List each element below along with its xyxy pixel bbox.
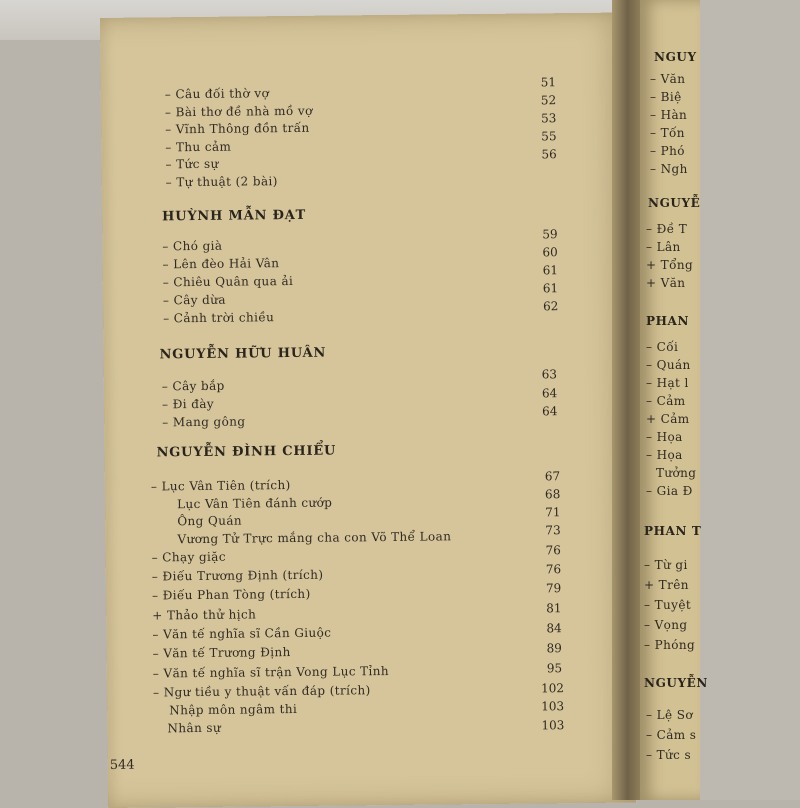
toc-entry: – Ngư tiều y thuật vấn đáp (trích): [152, 683, 371, 700]
toc-page: 68: [544, 487, 561, 502]
toc-page: 67: [544, 469, 561, 484]
toc-entry: – Thu cảm: [165, 139, 232, 155]
toc-entry: – Điếu Phan Tòng (trích): [151, 586, 311, 603]
right-page-fragment: – Tốn: [650, 126, 685, 140]
toc-page: 61: [542, 263, 559, 278]
right-page-fragment: Tưởng: [656, 466, 697, 480]
right-page-fragment: + Văn: [646, 276, 686, 290]
right-page-fragment: + Cảm: [646, 412, 690, 426]
right-page-fragment: – Từ gi: [644, 558, 688, 572]
toc-page: 61: [542, 281, 559, 296]
toc-entry: – Lục Vân Tiên (trích): [150, 478, 291, 494]
right-page-fragment: + Trên: [644, 578, 689, 592]
left-page: [100, 12, 636, 807]
toc-entry: – Cây dừa: [162, 292, 226, 308]
toc-entry: – Văn tế nghĩa sĩ trận Vong Lục Tỉnh: [152, 664, 390, 681]
toc-entry: Ông Quán: [177, 513, 243, 529]
toc-entry: – Cây bắp: [161, 378, 225, 394]
right-page: [640, 0, 708, 800]
toc-entry: – Mang gông: [162, 414, 246, 430]
toc-entry: – Chiêu Quân qua ải: [162, 273, 294, 290]
toc-page: 73: [545, 523, 561, 538]
right-page-fragment: – Hàn: [650, 108, 688, 122]
background-right: [700, 0, 800, 800]
toc-page: 102: [540, 681, 565, 696]
toc-page: 103: [541, 699, 565, 714]
toc-page: 56: [541, 147, 557, 162]
right-page-fragment: PHAN T: [644, 524, 702, 538]
toc-entry: – Vĩnh Thông đồn trấn: [165, 120, 310, 137]
toc-entry: – Chạy giặc: [151, 549, 227, 565]
right-page-fragment: NGUYỄN: [644, 676, 708, 690]
toc-page: 84: [546, 621, 562, 636]
toc-entry: Nhập môn ngâm thi: [169, 701, 298, 718]
right-page-fragment: – Biệ: [650, 90, 682, 104]
right-page-fragment: – Vọng: [644, 618, 688, 632]
toc-entry: + Thảo thử hịch: [152, 607, 257, 623]
toc-entry: Lục Vân Tiên đánh cướp: [177, 495, 333, 512]
toc-page: 64: [542, 404, 558, 419]
right-page-fragment: – Hạt l: [646, 376, 689, 390]
toc-page: 60: [542, 245, 558, 260]
right-page-fragment: – Họa: [646, 430, 683, 444]
toc-entry: – Bài thơ đề nhà mồ vợ: [164, 103, 313, 120]
toc-entry: Nhân sự: [167, 720, 222, 736]
toc-entry: – Chó già: [162, 238, 223, 254]
toc-page: 55: [541, 129, 557, 144]
toc-entry: – Văn tế Trương Định: [152, 645, 291, 661]
toc-page: 53: [541, 111, 557, 126]
toc-entry: – Cảnh trời chiều: [163, 310, 275, 326]
right-page-fragment: – Đề T: [646, 222, 688, 236]
right-page-fragment: – Họa: [646, 448, 683, 462]
right-page-fragment: – Cảm s: [646, 728, 697, 742]
toc-page: 64: [541, 386, 558, 401]
toc-page: 76: [545, 543, 561, 558]
toc-page: 51: [540, 75, 557, 90]
toc-page: 76: [545, 562, 562, 577]
right-page-fragment: – Ngh: [650, 162, 688, 176]
right-page-fragment: – Tức s: [646, 748, 692, 762]
right-page-fragment: NGUY: [654, 50, 697, 64]
author-heading: NGUYỄN HỮU HUÂN: [159, 345, 327, 363]
right-page-fragment: NGUYỄ: [648, 196, 701, 210]
toc-page: 95: [546, 661, 563, 676]
toc-page: 103: [541, 718, 565, 733]
toc-page: 89: [546, 641, 562, 656]
page-number: 544: [109, 757, 135, 773]
right-page-fragment: PHAN: [646, 314, 690, 328]
right-page-fragment: + Tổng: [646, 258, 694, 272]
toc-entry: – Tự thuật (2 bài): [165, 174, 278, 190]
right-page-fragment: – Tuyệt: [644, 598, 692, 612]
toc-entry: Vương Tử Trực mắng cha con Võ Thể Loan: [177, 529, 452, 547]
right-page-fragment: – Cối: [646, 340, 679, 354]
toc-page: 63: [541, 367, 558, 382]
right-page-fragment: – Lân: [646, 240, 681, 254]
toc-page: 59: [542, 227, 558, 242]
toc-entry: – Tức sự: [165, 156, 219, 172]
toc-page: 62: [542, 299, 559, 314]
toc-entry: – Lên đèo Hải Vân: [162, 256, 280, 272]
toc-page: 81: [546, 601, 562, 616]
right-page-fragment: – Văn: [650, 72, 686, 86]
author-heading: NGUYỄN ĐÌNH CHIỂU: [156, 443, 337, 461]
toc-page: 79: [545, 581, 562, 596]
toc-entry: – Đi đày: [161, 396, 215, 412]
toc-page: 52: [540, 93, 557, 108]
toc-entry: – Điếu Trương Định (trích): [151, 567, 324, 584]
toc-entry: – Văn tế nghĩa sĩ Cần Giuộc: [152, 625, 332, 642]
author-heading: HUỲNH MẪN ĐẠT: [162, 207, 307, 225]
toc-page: 71: [545, 505, 561, 520]
right-page-fragment: – Phó: [650, 144, 685, 158]
right-page-fragment: – Phóng: [644, 638, 696, 652]
right-page-fragment: – Lệ Sơ: [646, 708, 693, 722]
right-page-fragment: – Cảm: [646, 394, 686, 408]
toc-entry: – Câu đối thờ vợ: [164, 86, 270, 102]
right-page-fragment: – Gia Đ: [646, 484, 693, 498]
right-page-fragment: – Quán: [646, 358, 691, 372]
